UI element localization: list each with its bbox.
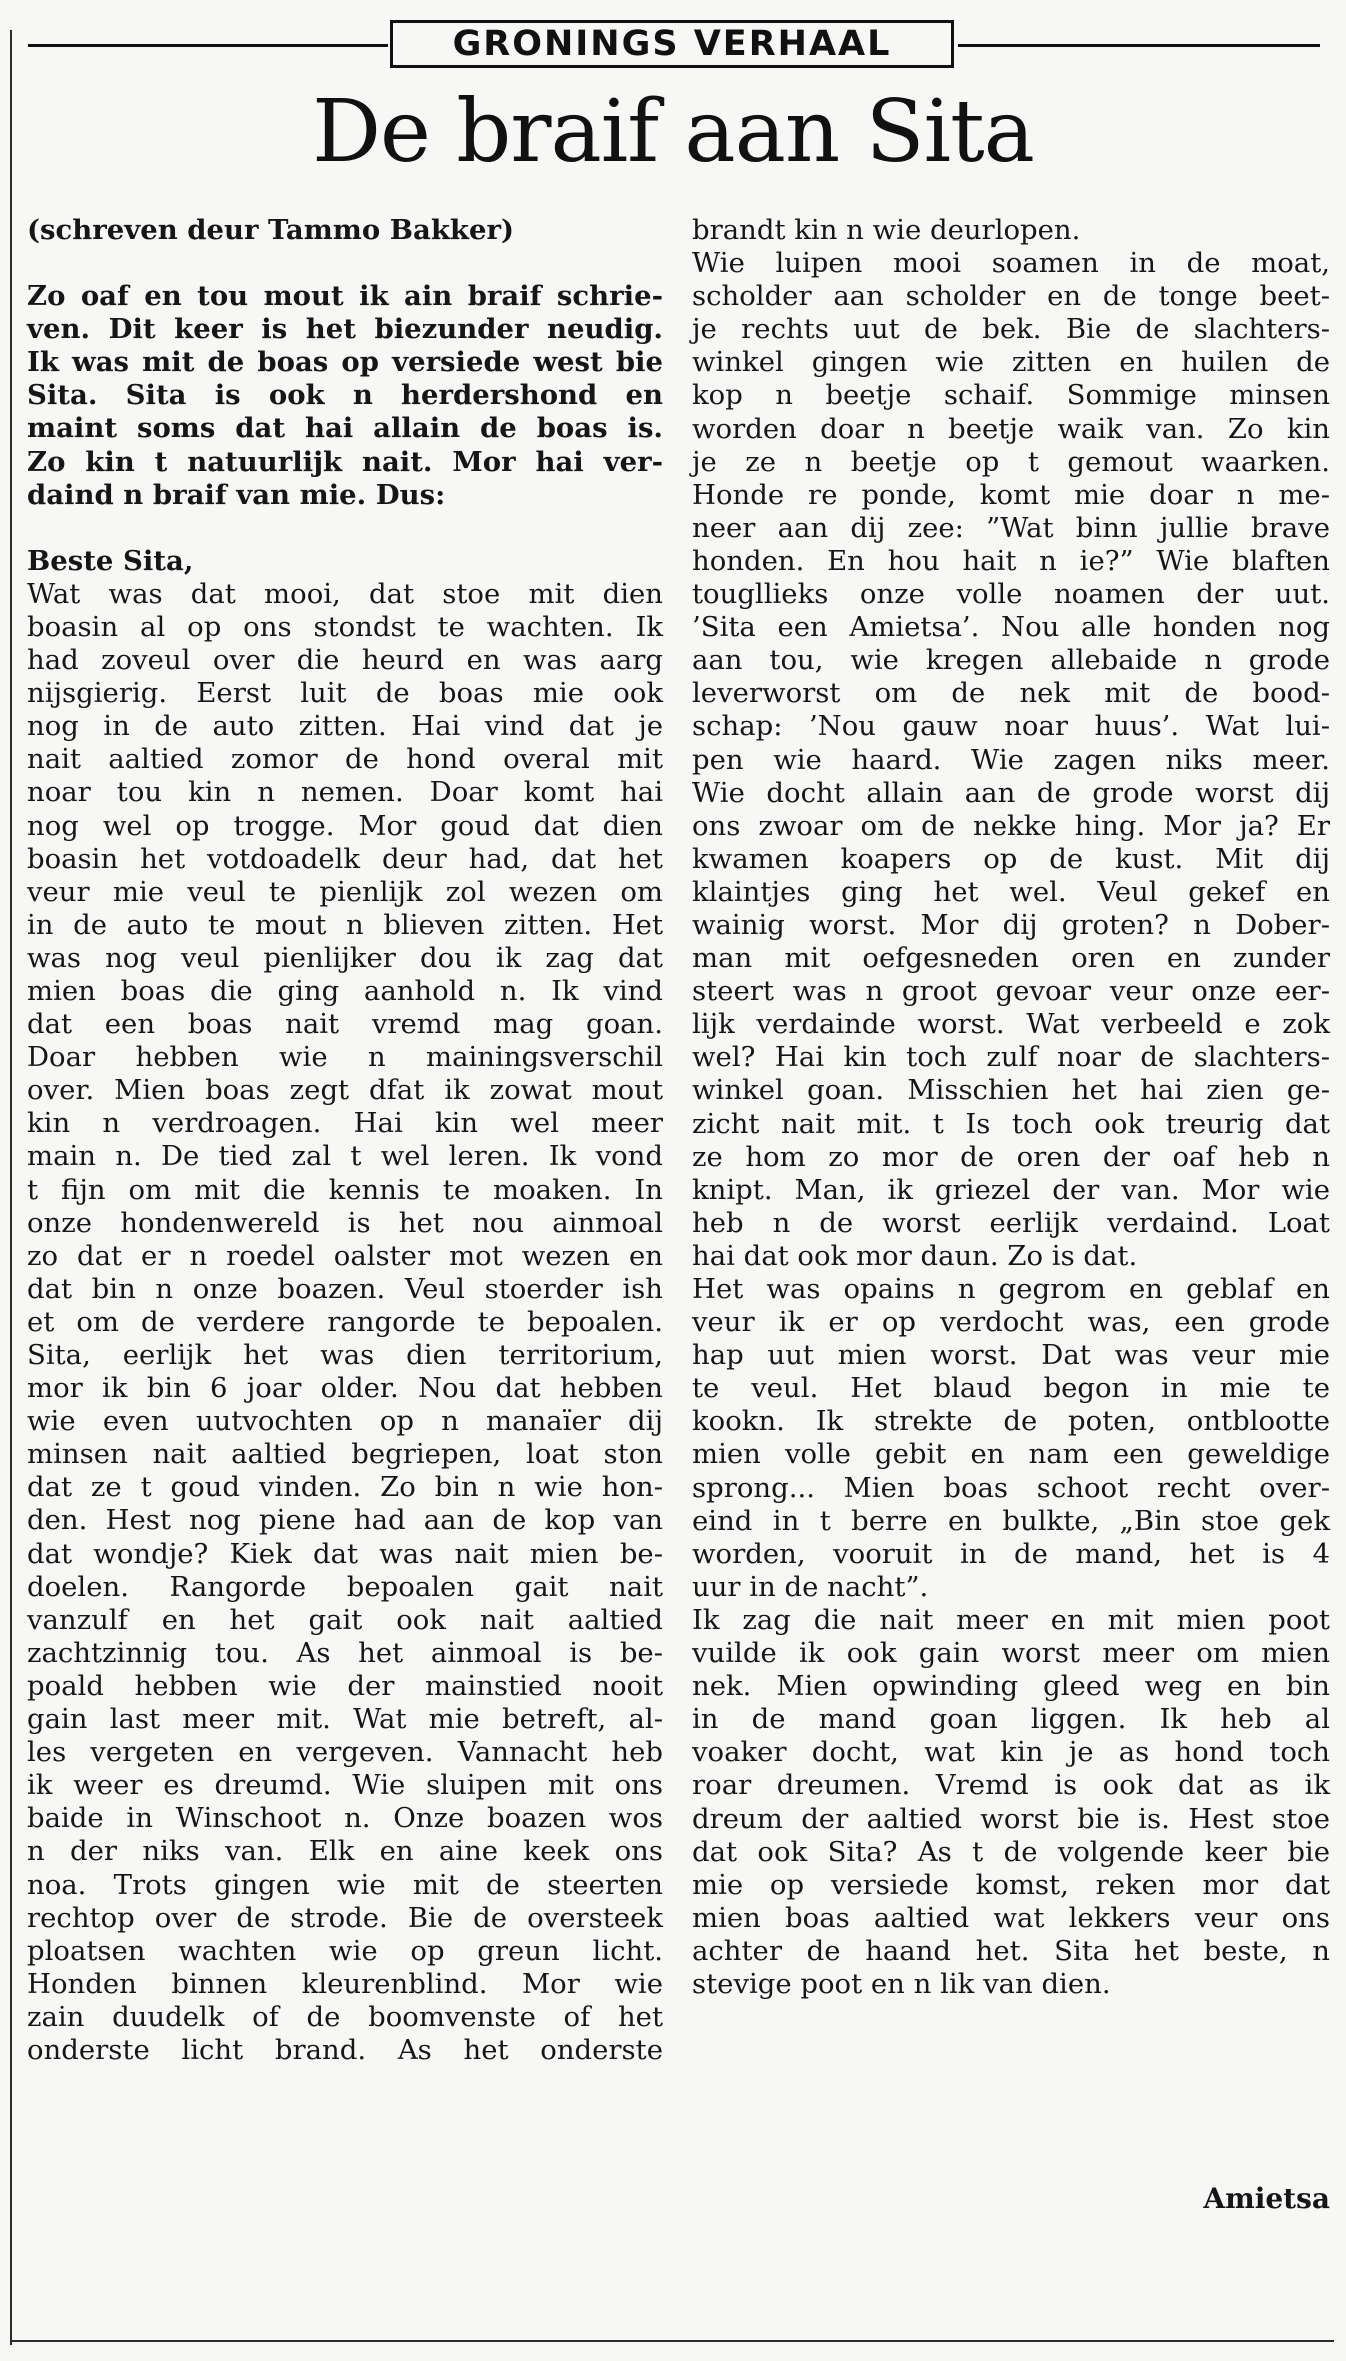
intro-line: Sita. Sita is ook n herdershond en bbox=[27, 379, 663, 412]
left-line: noar tou kin n nemen. Doar komt hai bbox=[27, 776, 663, 809]
intro-line: Zo kin t natuurlijk nait. Mor hai ver- bbox=[27, 445, 663, 478]
right-line: je ze n beetje op t gemout waarken. bbox=[692, 445, 1330, 478]
left-line: ik weer es dreumd. Wie sluipen mit ons bbox=[27, 1769, 663, 1802]
right-line: brandt kin n wie deurlopen. bbox=[692, 214, 1081, 246]
intro-line: Zo oaf en tou mout ik ain braif schrie- bbox=[27, 280, 663, 313]
right-line: hai dat ook mor daun. Zo is dat. bbox=[692, 1239, 1138, 1272]
spacer bbox=[27, 512, 663, 545]
intro-line: Ik was mit de boas op versiede west bie bbox=[27, 346, 663, 379]
right-line: schap: ’Nou gauw noar huus’. Wat lui- bbox=[692, 710, 1330, 743]
right-line: Het was opains n gegrom en geblaf en bbox=[692, 1273, 1330, 1305]
right-line: ’Sita een Amietsa’. Nou alle honden nog bbox=[692, 611, 1330, 644]
left-line: over. Mien boas zegt dfat ik zowat mout bbox=[27, 1074, 663, 1107]
right-line: man mit oefgesneden oren en zunder bbox=[692, 942, 1330, 975]
left-line: gain last meer mit. Wat mie betreft, al- bbox=[27, 1703, 663, 1736]
left-line: dat wondje? Kiek dat was nait mien be- bbox=[27, 1537, 663, 1570]
left-line: nait aaltied zomor de hond overal mit bbox=[27, 743, 663, 776]
left-line: zain duudelk of de boomvenste of het bbox=[27, 2000, 663, 2033]
letter-body-left bbox=[27, 578, 663, 2067]
left-line: mor ik bin 6 joar older. Nou dat hebben bbox=[27, 1372, 663, 1405]
left-line: minsen nait aaltied begriepen, loat ston bbox=[27, 1438, 663, 1471]
right-line: lijk verdainde worst. Wat verbeeld e zok bbox=[692, 1008, 1330, 1041]
right-line: Wie docht allain aan de grode worst dij bbox=[692, 776, 1330, 809]
left-line: zo dat er n roedel oalster mot wezen en bbox=[27, 1239, 663, 1272]
left-line: nog in de auto zitten. Hai vind dat je bbox=[27, 710, 663, 743]
right-line: honden. En hou hait n ie?” Wie blaften bbox=[692, 544, 1330, 577]
right-line: sprong... Mien boas schoot recht over- bbox=[692, 1471, 1330, 1504]
right-line: achter de haand het. Sita het beste, n bbox=[692, 1934, 1330, 1967]
left-line: noa. Trots gingen wie mit de steerten bbox=[27, 1868, 663, 1901]
left-line: ploatsen wachten wie op greun licht. bbox=[27, 1934, 663, 1967]
right-line: steert was n groot gevoar veur onze eer- bbox=[692, 975, 1330, 1008]
left-line: in de auto te mout n blieven zitten. Het bbox=[27, 908, 663, 941]
left-line: n der niks van. Elk en aine keek ons bbox=[27, 1835, 663, 1868]
header-rule-right bbox=[958, 44, 1320, 47]
right-line: wel? Hai kin toch zulf noar de slachters- bbox=[692, 1041, 1330, 1074]
left-line: dat een boas nait vremd mag goan. bbox=[27, 1008, 663, 1041]
right-line: pen wie haard. Wie zagen niks meer. bbox=[692, 743, 1330, 776]
left-line: rechtop over de strode. Bie de oversteek bbox=[27, 1901, 663, 1934]
left-line: was nog veul pienlijker dou ik zag dat bbox=[27, 941, 663, 974]
right-line: vuilde ik ook gain worst meer om mien bbox=[692, 1637, 1330, 1670]
right-line: winkel gingen wie zitten en huilen de bbox=[692, 346, 1330, 379]
right-line: tougllieks onze volle noamen der uut. bbox=[692, 578, 1330, 611]
right-line: aan tou, wie kregen allebaide n grode bbox=[692, 644, 1330, 677]
right-line: veur ik er op verdocht was, een grode bbox=[692, 1306, 1330, 1339]
intro-line: ven. Dit keer is het biezunder neudig. bbox=[27, 313, 663, 346]
right-line: mien volle gebit en nam een geweldige bbox=[692, 1438, 1330, 1471]
right-line: stevige poot en n lik van dien. bbox=[692, 1967, 1111, 2000]
left-line: les vergeten en vergeven. Vannacht heb bbox=[27, 1736, 663, 1769]
left-line: baide in Winschoot n. Onze boazen wos bbox=[27, 1802, 663, 1835]
right-line: scholder aan scholder en de tonge beet- bbox=[692, 280, 1330, 313]
right-line: klaintjes ging het wel. Veul gekef en bbox=[692, 875, 1330, 908]
right-line: dat ook Sita? As t de volgende keer bie bbox=[692, 1835, 1330, 1868]
right-line: je rechts uut de bek. Bie de slachters- bbox=[692, 313, 1330, 346]
right-line: kop n beetje schaif. Sommige minsen bbox=[692, 379, 1330, 412]
left-line: dat ze t goud vinden. Zo bin n wie hon- bbox=[27, 1471, 663, 1504]
right-line: te veul. Het blaud begon in mie te bbox=[692, 1372, 1330, 1405]
right-line: ons zwoar om de nekke hing. Mor ja? Er bbox=[692, 809, 1330, 842]
right-line: hap uut mien worst. Dat was veur mie bbox=[692, 1339, 1330, 1372]
right-line: leverworst om de nek mit de bood- bbox=[692, 677, 1330, 710]
section-label: GRONINGS VERHAAL bbox=[390, 20, 954, 68]
article-title: De braif aan Sita bbox=[312, 82, 1034, 182]
right-column bbox=[692, 214, 1330, 2001]
left-border-rule bbox=[10, 30, 12, 2345]
left-line: onderste licht brand. As het onderste bbox=[27, 2033, 663, 2066]
left-line: Doar hebben wie n mainingsverschil bbox=[27, 1041, 663, 1074]
right-line: worden doar n beetje waik van. Zo kin bbox=[692, 412, 1330, 445]
bottom-border-rule bbox=[10, 2340, 1334, 2342]
right-line: Wie luipen mooi soamen in de moat, bbox=[692, 247, 1330, 280]
right-line: uur in de nacht”. bbox=[692, 1570, 929, 1603]
right-line: worden, vooruit in de mand, het is 4 bbox=[692, 1537, 1330, 1570]
right-line: in de mand goan liggen. Ik heb al bbox=[692, 1703, 1330, 1736]
left-line: nog wel op trogge. Mor goud dat dien bbox=[27, 809, 663, 842]
right-line: ze hom zo mor de oren der oaf heb n bbox=[692, 1140, 1330, 1173]
spacer bbox=[27, 247, 663, 280]
right-line: Honde re ponde, komt mie doar n me- bbox=[692, 478, 1330, 511]
right-line: roar dreumen. Vremd is ook dat as ik bbox=[692, 1769, 1330, 1802]
left-line: main n. De tied zal t wel leren. Ik vond bbox=[27, 1140, 663, 1173]
left-line: dat bin n onze boazen. Veul stoerder ish bbox=[27, 1272, 663, 1305]
right-line: kookn. Ik strekte de poten, ontblootte bbox=[692, 1405, 1330, 1438]
left-line: den. Hest nog piene had aan de kop van bbox=[27, 1504, 663, 1537]
left-line: wie even uutvochten op n manaïer dij bbox=[27, 1405, 663, 1438]
left-line: Wat was dat mooi, dat stoe mit dien bbox=[27, 577, 663, 610]
left-line: t fijn om mit die kennis te moaken. In bbox=[27, 1173, 663, 1206]
right-line: kwamen koapers op de kust. Mit dij bbox=[692, 842, 1330, 875]
left-line: vanzulf en het gait ook nait aaltied bbox=[27, 1603, 663, 1636]
right-line: knipt. Man, ik griezel der van. Mor wie bbox=[692, 1173, 1330, 1206]
left-line: had zoveul over die heurd en was aarg bbox=[27, 644, 663, 677]
left-line: kin n verdroagen. Hai kin wel meer bbox=[27, 1107, 663, 1140]
left-line: zachtzinnig tou. As het ainmoal is be- bbox=[27, 1636, 663, 1669]
right-line: Ik zag die nait meer en mit mien poot bbox=[692, 1603, 1330, 1636]
left-line: Honden binnen kleurenblind. Mor wie bbox=[27, 1967, 663, 2000]
left-column bbox=[27, 214, 663, 2067]
left-line: mien boas die ging aanhold n. Ik vind bbox=[27, 974, 663, 1007]
intro-paragraph bbox=[27, 280, 663, 512]
left-line: veur mie veul te pienlijk zol wezen om bbox=[27, 875, 663, 908]
right-line: winkel goan. Misschien het hai zien ge- bbox=[692, 1074, 1330, 1107]
byline: (schreven deur Tammo Bakker) bbox=[27, 214, 514, 246]
intro-line: daind n braif van mie. Dus: bbox=[27, 478, 446, 511]
right-line: eind in t berre en bulkte, „Bin stoe gek bbox=[692, 1504, 1330, 1537]
right-line: heb n de worst eerlijk verdaind. Loat bbox=[692, 1206, 1330, 1239]
left-line: nijsgierig. Eerst luit de boas mie ook bbox=[27, 677, 663, 710]
left-line: doelen. Rangorde bepoalen gait nait bbox=[27, 1570, 663, 1603]
letter-body-right bbox=[692, 214, 1330, 2001]
header-rule-left bbox=[28, 44, 388, 47]
right-line: neer aan dij zee: ”Wat binn jullie brave bbox=[692, 511, 1330, 544]
left-line: boasin het votdoadelk deur had, dat het bbox=[27, 842, 663, 875]
right-line: mie op versiede komst, reken mor dat bbox=[692, 1868, 1330, 1901]
left-line: onze hondenwereld is het nou ainmoal bbox=[27, 1206, 663, 1239]
right-line: mien boas aaltied wat lekkers veur ons bbox=[692, 1901, 1330, 1934]
intro-line: maint soms dat hai allain de boas is. bbox=[27, 412, 663, 445]
left-line: poald hebben wie der mainstied nooit bbox=[27, 1669, 663, 1702]
left-line: Sita, eerlijk het was dien territorium, bbox=[27, 1339, 663, 1371]
right-line: voaker docht, wat kin je as hond toch bbox=[692, 1736, 1330, 1769]
left-line: et om de verdere rangorde te bepoalen. bbox=[27, 1305, 663, 1338]
right-line: wainig worst. Mor dij groten? n Dober- bbox=[692, 908, 1330, 941]
signature: Amietsa bbox=[1203, 2182, 1330, 2215]
salutation: Beste Sita, bbox=[27, 544, 194, 577]
right-line: nek. Mien opwinding gleed weg en bin bbox=[692, 1670, 1330, 1703]
right-line: zicht nait mit. t Is toch ook treurig dat bbox=[692, 1107, 1330, 1140]
right-line: dreum der aaltied worst bie is. Hest stoe bbox=[692, 1802, 1330, 1835]
left-line: boasin al op ons stondst te wachten. Ik bbox=[27, 610, 663, 643]
